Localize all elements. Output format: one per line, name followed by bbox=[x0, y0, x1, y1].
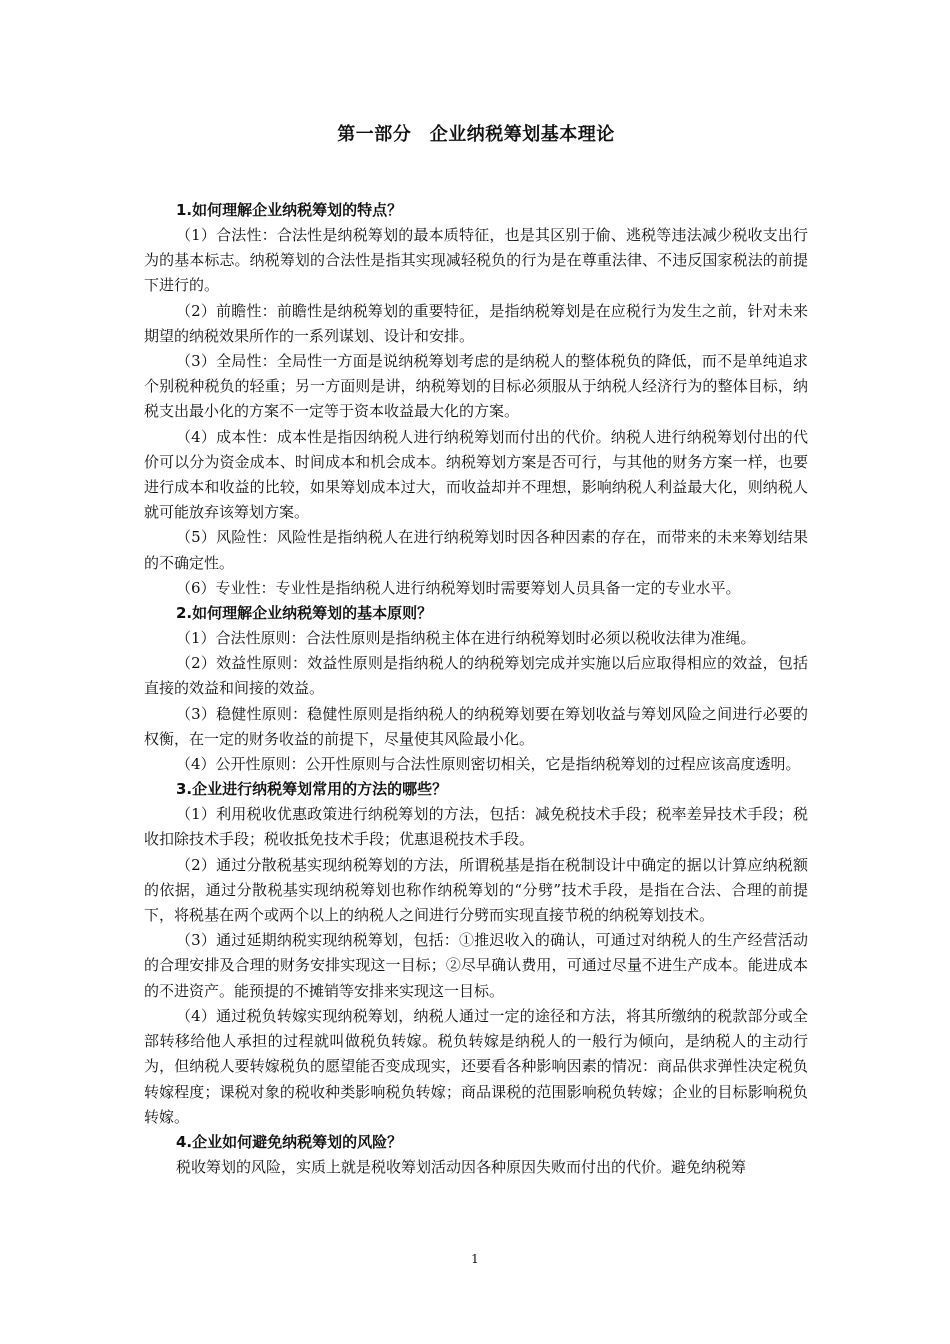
section-heading: 1.如何理解企业纳税筹划的特点？ bbox=[176, 201, 403, 219]
document-body bbox=[144, 198, 808, 1180]
body-paragraph: （1）合法性：合法性是纳税筹划的最本质特征，也是其区别于偷、逃税等违法减少税收支出行为的基本标志。纳税筹划的合法性是指其实现减轻税负的行为是在尊重法律、不违反国家税法的前提下进行的。 bbox=[144, 226, 808, 295]
body-paragraph: （1）合法性原则：合法性原则是指纳税主体在进行纳税筹划时必须以税收法律为准绳。 bbox=[176, 629, 756, 648]
body-paragraph: （3）全局性：全局性一方面是说纳税筹划考虑的是纳税人的整体税负的降低，而不是单纯追求个别税种税负的轻重；另一方面则是讲，纳税筹划的目标必须服从于纳税人经济行为的整体目标，纳税支出最小化的方案不一定等于资本收益最大化的方案。 bbox=[144, 352, 808, 421]
body-paragraph: （2）通过分散税基实现纳税筹划的方法，所谓税基是指在税制设计中确定的据以计算应纳税额的依据，通过分散税基实现纳税筹划也称作纳税筹划的“分劈”技术手段，是指在合法、合理的前提下，将税基在两个或两个以上的纳税人之间进行分劈而实现直接节税的纳税筹划技术。 bbox=[144, 855, 808, 925]
body-paragraph: （4）通过税负转嫁实现纳税筹划，纳税人通过一定的途径和方法，将其所缴纳的税款部分或全部转移给他人承担的过程就叫做税负转嫁。税负转嫁是纳税人的一般行为倾向，是纳税人的主动行为，但纳税人要转嫁税负的愿望能否变成现实，还要看各种影响因素的情况：商品供求弹性决定税负转嫁程度；课税对象的税收种类影响税负转嫁；商品课税的范围影响税负转嫁；企业的目标影响税负转嫁。 bbox=[144, 1006, 808, 1126]
section-heading: 2.如何理解企业纳税筹划的基本原则？ bbox=[176, 604, 433, 623]
body-paragraph: （3）通过延期纳税实现纳税筹划，包括：①推迟收入的确认，可通过对纳税人的生产经营活动的合理安排及合理的财务安排实现这一目标；②尽早确认费用，可通过尽量不进生产成本。能进成本的不进资产。能预提的不摊销等安排来实现这一目标。 bbox=[144, 931, 808, 1000]
body-paragraph: 税收筹划的风险，实质上就是税收筹划活动因各种原因失败而付出的代价。避免纳税筹 bbox=[176, 1157, 747, 1176]
section-heading: 4.企业如何避免纳税筹划的风险？ bbox=[176, 1132, 403, 1151]
body-paragraph: （6）专业性：专业性是指纳税人进行纳税筹划时需要筹划人员具备一定的专业水平。 bbox=[176, 578, 741, 597]
body-paragraph: （4）成本性：成本性是指因纳税人进行纳税筹划而付出的代价。纳税人进行纳税筹划付出的代价可以分为资金成本、时间成本和机会成本。纳税筹划方案是否可行，与其他的财务方案一样，也要进行成本和收益的比较，如果筹划成本过大，而收益却并不理想，影响纳税人利益最大化，则纳税人就可能放弃该筹划方案。 bbox=[144, 427, 808, 522]
body-paragraph: （3）稳健性原则：稳健性原则是指纳税人的纳税筹划要在筹划收益与筹划风险之间进行必要的权衡，在一定的财务收益的前提下，尽量使其风险最小化。 bbox=[144, 704, 808, 748]
body-paragraph: （1）利用税收优惠政策进行纳税筹划的方法，包括：减免税技术手段；税率差异技术手段；税收扣除技术手段；税收抵免技术手段；优惠退税技术手段。 bbox=[144, 805, 808, 849]
body-paragraph: （2）前瞻性：前瞻性是纳税筹划的重要特征，是指纳税筹划是在应税行为发生之前，针对未来期望的纳税效果所作的一系列谋划、设计和安排。 bbox=[144, 301, 808, 345]
page-title: 第一部分 企业纳税筹划基本理论 bbox=[337, 124, 615, 145]
body-paragraph: （5）风险性：风险性是指纳税人在进行纳税筹划时因各种因素的存在，而带来的未来筹划结果的不确定性。 bbox=[144, 528, 808, 572]
page-number: 1 bbox=[471, 1252, 479, 1266]
section-heading: 3.企业进行纳税筹划常用的方法的哪些？ bbox=[176, 780, 448, 799]
body-paragraph: （4）公开性原则：公开性原则与合法性原则密切相关，它是指纳税筹划的过程应该高度透明。 bbox=[176, 755, 801, 774]
body-paragraph: （2）效益性原则：效益性原则是指纳税人的纳税筹划完成并实施以后应取得相应的效益，包括直接的效益和间接的效益。 bbox=[144, 654, 808, 698]
